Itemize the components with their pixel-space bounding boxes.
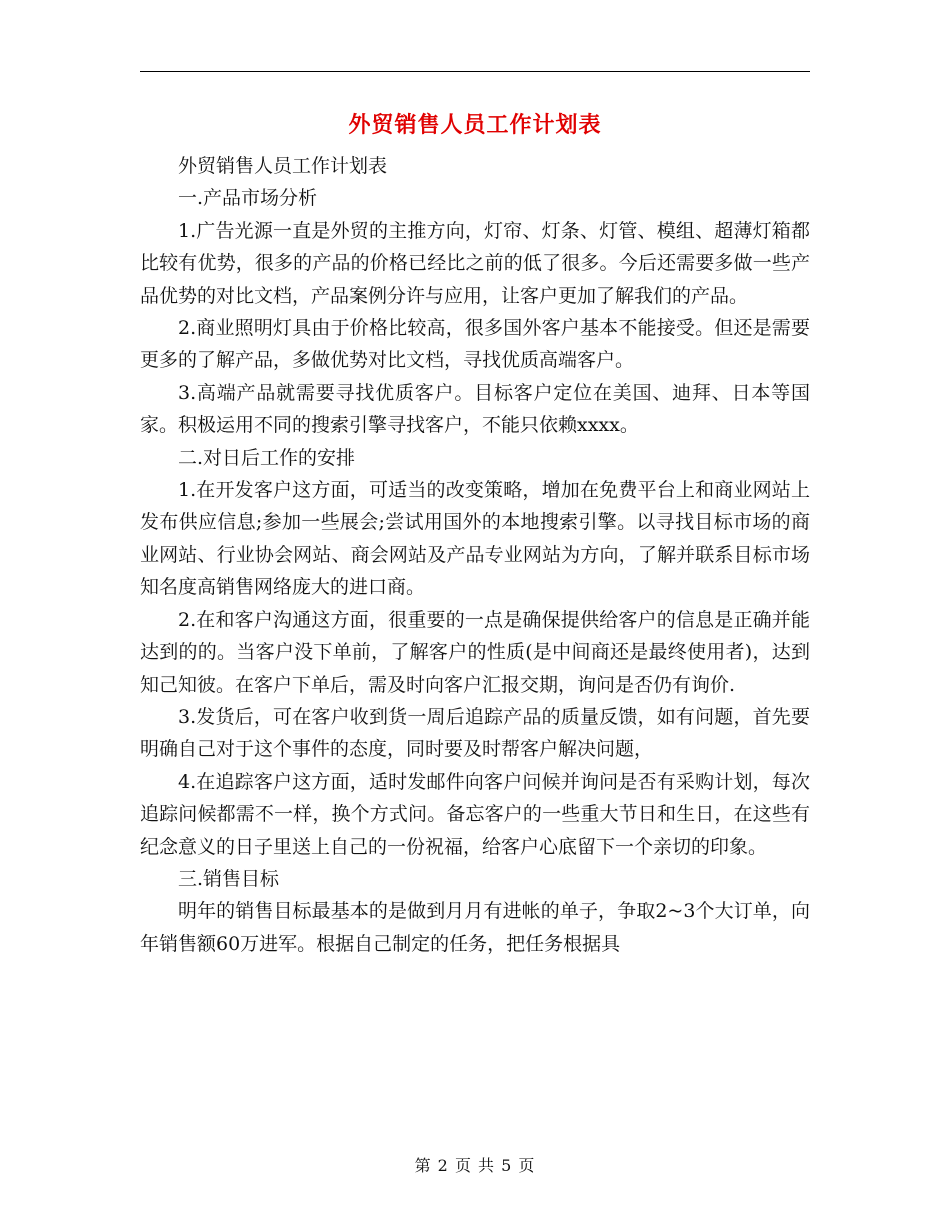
document-body [140,150,810,960]
header-rule [140,71,810,72]
section-heading-3: 三.销售目标 [178,867,280,890]
section-heading-1: 一.产品市场分析 [178,187,318,210]
paragraph: 3.高端产品就需要寻找优质客户。目标客户定位在美国、迪拜、日本等国家。积极运用不同的搜索引擎寻找客户，不能只依赖xxxx。 [140,381,810,437]
paragraph: 1.广告光源一直是外贸的主推方向，灯帘、灯条、灯管、模组、超薄灯箱都比较有优势，很多的产品的价格已经比之前的低了很多。今后还需要多做一些产品优势的对比文档，产品案例分许与应用，让客户更加了解我们的产品。 [140,219,810,307]
section-heading-2: 二.对日后工作的安排 [178,446,356,469]
paragraph: 明年的销售目标最基本的是做到月月有进帐的单子，争取2~3个大订单，向年销售额60万进军。根据自己制定的任务，把任务根据具 [140,900,810,955]
paragraph: 4.在追踪客户这方面，适时发邮件向客户问候并询问是否有采购计划，每次追踪问候都需不一样，换个方式问。备忘客户的一些重大节日和生日，在这些有纪念意义的日子里送上自己的一份祝福，给客户心底留下一个亲切的印象。 [140,770,810,858]
paragraph: 2.商业照明灯具由于价格比较高，很多国外客户基本不能接受。但还是需要更多的了解产品，多做优势对比文档，寻找优质高端客户。 [140,317,810,372]
paragraph: 2.在和客户沟通这方面，很重要的一点是确保提供给客户的信息是正确并能达到的的。当客户没下单前，了解客户的性质(是中间商还是最终使用者)，达到知己知彼。在客户下单后，需及时向客户汇报交期，询问是否仍有询价. [140,608,810,696]
paragraph-subtitle: 外贸销售人员工作计划表 [178,155,388,177]
paragraph: 1.在开发客户这方面，可适当的改变策略，增加在免费平台上和商业网站上发布供应信息;参加一些展会;尝试用国外的本地搜索引擎。以寻找目标市场的商业网站、行业协会网站、商会网站及产品专业网站为方向，了解并联系目标市场知名度高销售网络庞大的进口商。 [140,479,810,599]
document-title: 外贸销售人员工作计划表 [348,112,602,138]
paragraph: 3.发货后，可在客户收到货一周后追踪产品的质量反馈，如有问题，首先要明确自己对于这个事件的态度，同时要及时帮客户解决问题， [140,705,810,761]
page-footer: 第 2 页 共 5 页 [414,1156,536,1175]
